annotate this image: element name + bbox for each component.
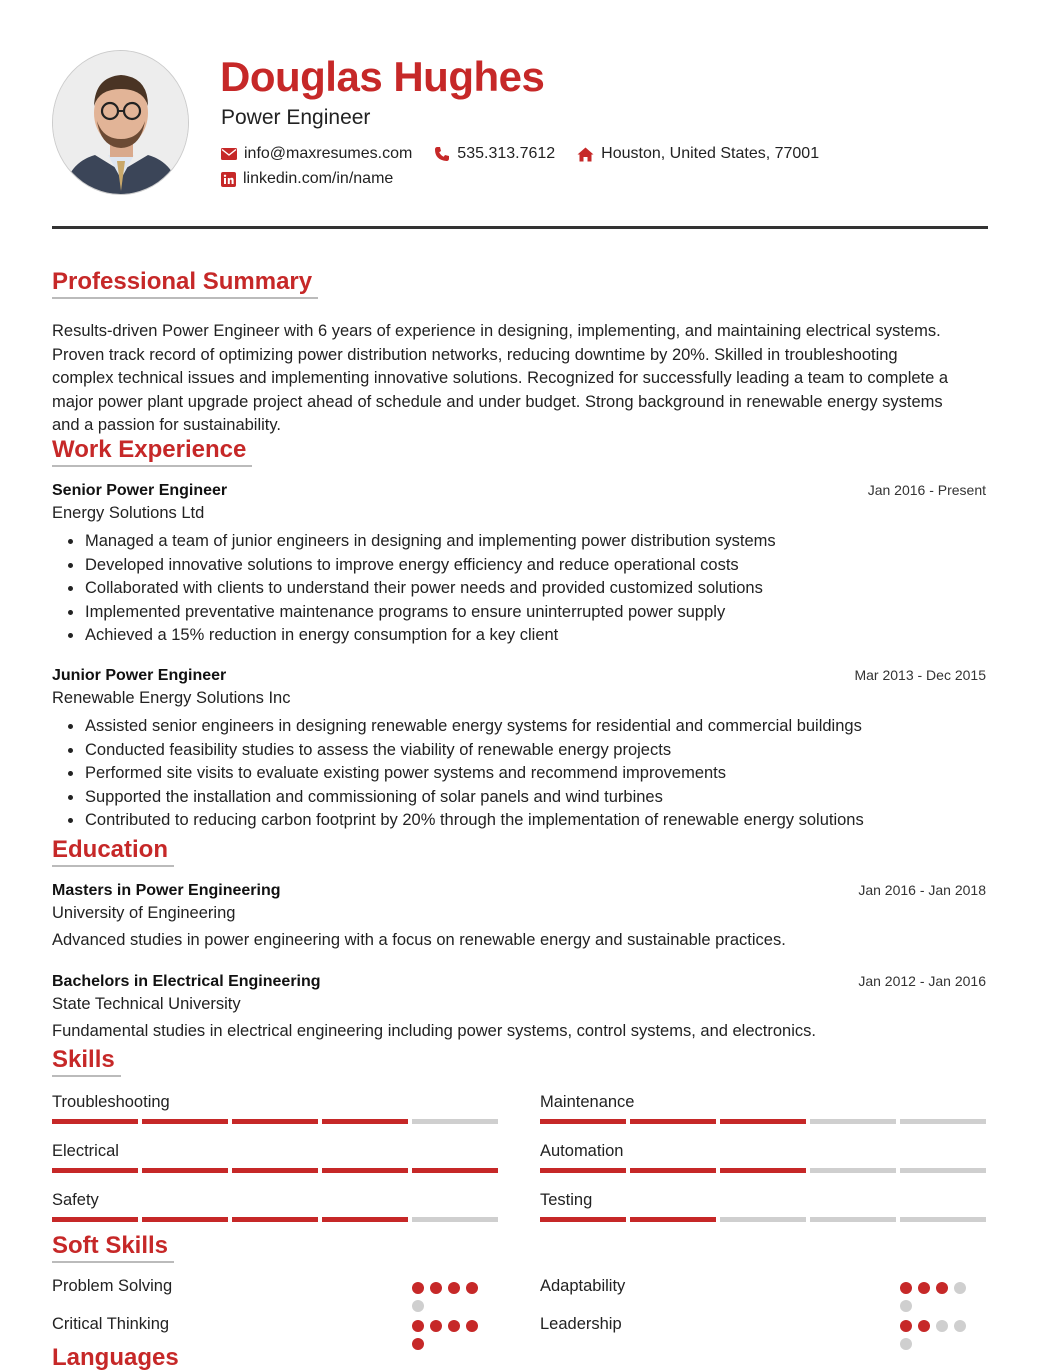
job-entry <box>52 667 988 833</box>
education-dates: Jan 2012 - Jan 2016 <box>858 973 986 989</box>
section-title-skills: Skills <box>52 1046 121 1077</box>
skill-level-segment <box>232 1119 318 1124</box>
job-bullet: • Managed a team of junior engineers in designing and implementing power distribution systems <box>84 530 988 554</box>
soft-skill-dot <box>448 1320 460 1332</box>
skill-level-bar <box>52 1168 498 1173</box>
skill-name: Testing <box>540 1191 593 1209</box>
section-title-soft-skills: Soft Skills <box>52 1232 174 1263</box>
skill-level-segment <box>720 1168 806 1173</box>
contact-location <box>577 145 819 163</box>
skill-level-segment <box>322 1119 408 1124</box>
job-bullet: • Contributed to reducing carbon footprint by 20% through the implementation of renewable energy solutions <box>84 809 988 833</box>
linkedin-text: linkedin.com/in/name <box>243 170 394 187</box>
soft-skill-dot <box>900 1300 912 1312</box>
profile-photo <box>52 50 189 195</box>
skill-level-segment <box>900 1217 986 1222</box>
section-title-experience: Work Experience <box>52 436 252 467</box>
skill-level-segment <box>540 1217 626 1222</box>
skill-level-segment <box>142 1168 228 1173</box>
education-description: Advanced studies in power engineering with a focus on renewable energy and sustainable practices. <box>52 931 786 949</box>
soft-skill-item <box>540 1315 986 1355</box>
soft-skill-dot <box>936 1282 948 1294</box>
job-bullet: • Collaborated with clients to understand their power needs and provided customized solutions <box>84 577 988 601</box>
skill-level-segment <box>900 1119 986 1124</box>
degree-title: Bachelors in Electrical Engineering <box>52 973 321 990</box>
skill-item <box>52 1142 498 1173</box>
section-title-languages: Languages <box>52 1344 179 1371</box>
skill-level-segment <box>540 1119 626 1124</box>
skill-name: Automation <box>540 1142 624 1160</box>
skill-level-segment <box>142 1217 228 1222</box>
email-text: info@maxresumes.com <box>244 145 413 162</box>
soft-skill-dot <box>430 1320 442 1332</box>
section-title-summary: Professional Summary <box>52 268 318 299</box>
soft-skill-dot <box>412 1320 424 1332</box>
home-icon <box>577 147 594 162</box>
candidate-title: Power Engineer <box>221 106 371 129</box>
education-description: Fundamental studies in electrical engineering including power systems, control systems, and electronics. <box>52 1022 816 1040</box>
phone-icon <box>434 146 450 162</box>
soft-skill-dot <box>918 1320 930 1332</box>
job-title: Junior Power Engineer <box>52 667 227 684</box>
education-dates: Jan 2016 - Jan 2018 <box>858 882 986 898</box>
soft-skill-dot <box>448 1282 460 1294</box>
job-bullet: • Supported the installation and commissioning of solar panels and wind turbines <box>84 786 988 810</box>
skill-name: Maintenance <box>540 1093 635 1111</box>
skill-item <box>52 1093 498 1124</box>
skill-name: Safety <box>52 1191 99 1209</box>
soft-skill-dot <box>954 1320 966 1332</box>
job-bullet: • Developed innovative solutions to improve energy efficiency and reduce operational costs <box>84 554 988 578</box>
job-company: Renewable Energy Solutions Inc <box>52 689 291 707</box>
contact-email[interactable] <box>221 145 412 163</box>
skill-item <box>540 1191 986 1222</box>
soft-skill-item <box>52 1277 498 1317</box>
degree-title: Masters in Power Engineering <box>52 882 281 899</box>
skill-level-segment <box>232 1217 318 1222</box>
header-divider <box>52 226 988 229</box>
skill-level-segment <box>52 1217 138 1222</box>
contact-phone[interactable] <box>434 145 555 163</box>
soft-skill-dot <box>900 1320 912 1332</box>
education-entry <box>52 973 988 1041</box>
soft-skill-name: Problem Solving <box>52 1277 173 1295</box>
skill-level-segment <box>720 1217 806 1222</box>
soft-skill-rating <box>900 1320 975 1350</box>
skill-level-segment <box>810 1217 896 1222</box>
soft-skill-rating <box>412 1282 487 1312</box>
job-entry <box>52 482 988 648</box>
soft-skill-dot <box>936 1320 948 1332</box>
job-bullet: • Conducted feasibility studies to assess the viability of renewable energy projects <box>84 739 988 763</box>
skill-level-segment <box>412 1168 498 1173</box>
soft-skill-dot <box>412 1338 424 1350</box>
phone-text: 535.313.7612 <box>457 145 556 162</box>
skill-level-segment <box>232 1168 318 1173</box>
soft-skill-name: Critical Thinking <box>52 1315 170 1333</box>
location-text: Houston, United States, 77001 <box>601 145 820 162</box>
skill-name: Electrical <box>52 1142 119 1160</box>
skill-level-segment <box>900 1168 986 1173</box>
skill-level-segment <box>720 1119 806 1124</box>
skill-name: Troubleshooting <box>52 1093 170 1111</box>
soft-skill-name: Adaptability <box>540 1277 626 1295</box>
skill-level-segment <box>630 1217 716 1222</box>
skill-item <box>52 1191 498 1222</box>
job-dates: Mar 2013 - Dec 2015 <box>854 667 986 683</box>
job-dates: Jan 2016 - Present <box>867 482 986 498</box>
skill-level-segment <box>412 1119 498 1124</box>
job-company: Energy Solutions Ltd <box>52 504 205 522</box>
avatar-illustration <box>53 51 189 195</box>
school-name: University of Engineering <box>52 904 236 922</box>
soft-skill-dot <box>954 1282 966 1294</box>
soft-skill-rating <box>412 1320 487 1350</box>
job-bullet: • Implemented preventative maintenance programs to ensure uninterrupted power supply <box>84 601 988 625</box>
job-bullet: • Performed site visits to evaluate existing power systems and recommend improvements <box>84 762 988 786</box>
skill-level-bar <box>52 1119 498 1124</box>
envelope-icon <box>221 148 237 160</box>
school-name: State Technical University <box>52 995 241 1013</box>
soft-skill-item <box>540 1277 986 1317</box>
skill-level-segment <box>810 1168 896 1173</box>
skill-level-segment <box>322 1168 408 1173</box>
skill-level-segment <box>630 1168 716 1173</box>
skill-level-segment <box>142 1119 228 1124</box>
job-bullets <box>52 530 988 648</box>
soft-skill-dot <box>466 1282 478 1294</box>
skill-level-segment <box>412 1217 498 1222</box>
soft-skill-dot <box>900 1282 912 1294</box>
skill-level-bar <box>52 1217 498 1222</box>
skill-level-bar <box>540 1217 986 1222</box>
soft-skill-name: Leadership <box>540 1315 622 1333</box>
job-bullet: • Assisted senior engineers in designing renewable energy systems for residential and commercial buildings <box>84 715 988 739</box>
skill-level-bar <box>540 1119 986 1124</box>
soft-skill-dot <box>900 1338 912 1350</box>
summary-text: Results-driven Power Engineer with 6 years of experience in designing, implementing, and maintaining electrical systems. Proven track record of optimizing power distribution networks, reducing downtime by 20%. Skilled in troubleshooting complex technical issues and implementing innovative solutions. Recognized for successfully leading a team to complete a major power plant upgrade project ahead of schedule and under budget. Strong background in renewable energy systems and a passion for sustainability. <box>52 322 949 434</box>
skill-level-segment <box>810 1119 896 1124</box>
skill-level-segment <box>322 1217 408 1222</box>
skill-level-segment <box>540 1168 626 1173</box>
soft-skill-dot <box>412 1282 424 1294</box>
contact-info <box>221 145 819 188</box>
resume-header <box>52 50 988 195</box>
skill-level-segment <box>52 1119 138 1124</box>
soft-skill-rating <box>900 1282 975 1312</box>
skill-level-segment <box>630 1119 716 1124</box>
soft-skill-dot <box>918 1282 930 1294</box>
job-bullet: • Achieved a 15% reduction in energy consumption for a key client <box>84 624 988 648</box>
job-bullets <box>52 715 988 833</box>
skill-level-segment <box>52 1168 138 1173</box>
soft-skill-dot <box>466 1320 478 1332</box>
contact-linkedin[interactable] <box>221 170 393 188</box>
education-entry <box>52 882 988 950</box>
skill-level-bar <box>540 1168 986 1173</box>
linkedin-icon <box>221 172 236 187</box>
skill-item <box>540 1142 986 1173</box>
soft-skill-dot <box>412 1300 424 1312</box>
candidate-name: Douglas Hughes <box>220 53 545 100</box>
job-title: Senior Power Engineer <box>52 482 228 499</box>
soft-skill-dot <box>430 1282 442 1294</box>
section-title-education: Education <box>52 836 174 867</box>
skill-item <box>540 1093 986 1124</box>
